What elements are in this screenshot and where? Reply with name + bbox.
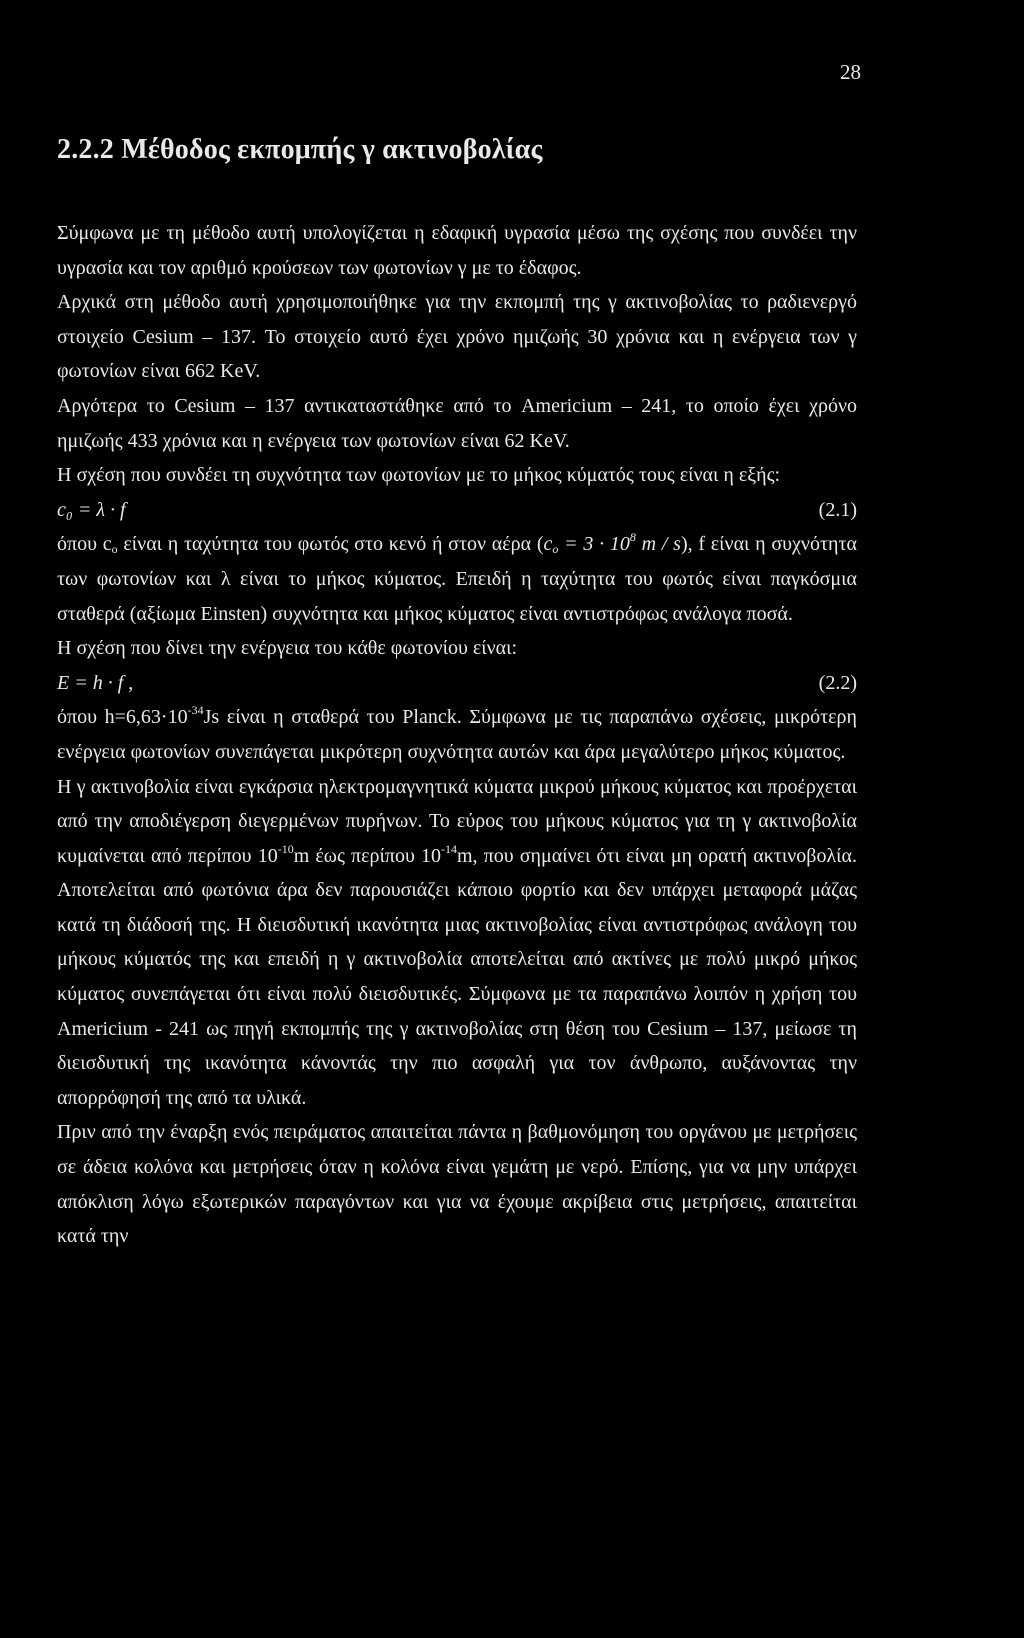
paragraph-intro: Σύμφωνα με τη μέθοδο αυτή υπολογίζεται η εδαφική υγρασία μέσω της σχέσης που συνδέει την υγρασία και τον αριθμό κρούσεων των φωτονίων γ με το έδαφος. (57, 222, 857, 279)
equation-formula: c₀ = λ · f (57, 498, 126, 521)
superscript: 8 (629, 530, 636, 545)
paragraph-calibration: Πριν από την έναρξη ενός πειράματος απαιτείται πάντα η βαθμονόμηση του οργάνου με μετρήσεις σε άδεια κολόνα και μετρήσεις όταν η κολόνα είναι γεμάτη με νερό. Επίσης, για να μην υπάρχει απόκλιση λόγω εξωτερικών παραγόντων και για να έχουμε ακρίβεια στις μετρήσεις, απαιτείται κατά την (57, 1121, 857, 1248)
text-span: είναι η ταχύτητα του φωτός στο κενό ή στον αέρα ( (117, 533, 544, 556)
section-title: 2.2.2 Μέθοδος εκπομπής γ ακτινοβολίας (57, 134, 543, 165)
formula-part: c (543, 533, 553, 556)
document-body (57, 216, 857, 1254)
text-span: όπου c (57, 533, 112, 556)
superscript: -34 (187, 703, 204, 718)
superscript: -14 (440, 841, 457, 856)
paragraph-cesium: Αρχικά στη μέθοδο αυτή χρησιμοποιήθηκε για την εκπομπή της γ ακτινοβολίας το ραδιενεργό στοιχείο Cesium – 137. Το στοιχείο αυτό έχει χρόνο ημιζωής 30 χρόνια και η ενέργεια των γ φωτονίων είναι 662 KeV. (57, 291, 857, 383)
text-span: Js είναι η σταθερά του Planck. Σύμφωνα με τις παραπάνω σχέσεις, μικρότερη ενέργεια φωτονίων συνεπάγεται μικρότερη συχνότητα αυτών και άρα μεγαλύτερο μήκος κύματος. (57, 706, 857, 763)
text-span: όπου h=6,63·10 (57, 706, 188, 729)
equation-formula: E = h · f , (57, 671, 134, 694)
equation-2-2 (57, 666, 857, 701)
formula-part: m / s (635, 533, 681, 556)
paragraph-speed-of-light (57, 527, 857, 631)
formula-part: = 3 · 10 (558, 533, 630, 556)
paragraph-gamma-radiation (57, 770, 857, 1116)
page-number: 28 (840, 60, 861, 84)
paragraph-energy-intro: Η σχέση που δίνει την ενέργεια του κάθε φωτονίου είναι: (57, 637, 518, 660)
paragraph-planck (57, 700, 857, 769)
superscript: -10 (277, 841, 294, 856)
paragraph-relation-intro: Η σχέση που συνδέει τη συχνότητα των φωτονίων με το μήκος κύματός τους είναι η εξής: (57, 464, 781, 487)
text-span: m, που σημαίνει ότι είναι μη ορατή ακτινοβολία. Αποτελείται από φωτόνια άρα δεν παρουσιάζει κάποιο φορτίο και δεν υπάρχει μεταφορά μάζας κατά τη διάδοσή της. Η διεισδυτική ικανότητα μιας ακτινοβολίας είναι αντιστρόφως ανάλογη του μήκους κύματός της και επειδή η γ ακτινοβολία αποτελείται από ακτίνες με πολύ μικρό μήκος κύματος συνεπάγεται ότι είναι πολύ διεισδυτικές. Σύμφωνα με τα παραπάνω λοιπόν η χρήση του Americium - 241 ως πηγή εκπομπής της γ ακτινοβολίας στη θέση του Cesium – 137, μείωσε τη διεισδυτική της ικανότητα κάνοντάς την πιο ασφαλή για τον άνθρωπο, αυξάνοντας την απορρόφησή της από τα υλικά. (57, 844, 857, 1109)
text-span: ), f είναι η συχνότητα των φωτονίων και λ είναι το μήκος κύματος. Επειδή η ταχύτητα του φωτός είναι παγκόσμια σταθερά (αξίωμα Einsten) συχνότητα και μήκος κύματος είναι αντιστρόφως ανάλογα ποσά. (57, 533, 857, 625)
subscript: o (111, 542, 118, 557)
inline-formula (543, 530, 681, 557)
equation-number: (2.1) (818, 498, 857, 521)
paragraph-americium: Αργότερα το Cesium – 137 αντικαταστάθηκε από το Americium – 241, το οποίο έχει χρόνο ημιζωής 433 χρόνια και η ενέργεια των φωτονίων είναι 62 KeV. (57, 394, 857, 452)
text-span: Η γ ακτινοβολία είναι εγκάρσια ηλεκτρομαγνητικά κύματα μικρού μήκους κύματος και προέρχεται από την αποδιέγερση διεγερμένων πυρήνων. Το εύρος του μήκους κύματος για τη γ ακτινοβολία κυμαίνεται από περίπου 10 (57, 775, 857, 867)
equation-2-1 (57, 493, 857, 528)
text-span: m έως περίπου 10 (293, 844, 441, 867)
equation-number: (2.2) (818, 671, 857, 694)
subscript: o (552, 542, 559, 557)
